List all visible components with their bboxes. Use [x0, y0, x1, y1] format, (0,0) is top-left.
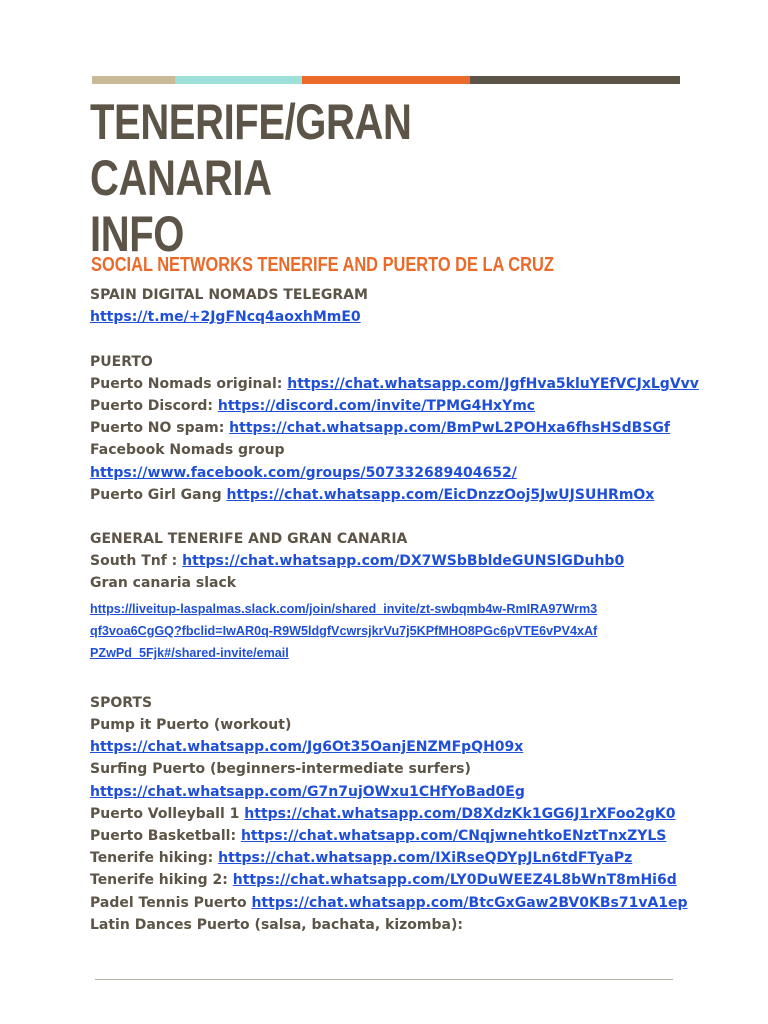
puerto-no-spam-link[interactable]: https://chat.whatsapp.com/BmPwL2POHxa6fhsHSdBSGf — [229, 420, 670, 437]
title-line-1: TENERIFE/GRAN CANARIA — [90, 94, 412, 206]
telegram-label: SPAIN DIGITAL NOMADS TELEGRAM — [90, 287, 368, 303]
item-label: Puerto Discord: — [90, 397, 218, 414]
color-bar-segment-tan — [92, 76, 175, 84]
color-bar-segment-brown — [470, 76, 680, 84]
spacer — [90, 328, 690, 350]
puerto-discord-link[interactable]: https://discord.com/invite/TPMG4HxYmc — [217, 397, 536, 414]
section-heading: SOCIAL NETWORKS TENERIFE AND PUERTO DE LA CRUZ — [91, 254, 554, 276]
telegram-line — [90, 306, 690, 328]
slack-url-line-2: qf3voa6CgGQ?fbclid=IwAR0q-R9W5ldgfVcwrsjkrVu7j5KPfMHO8PGc6pVTE6vPV4xAf — [90, 623, 598, 638]
list-item — [90, 892, 690, 914]
list-item — [90, 395, 690, 417]
surf-line — [90, 781, 690, 803]
padel-tennis-link[interactable]: https://chat.whatsapp.com/BtcGxGaw2BV0KBs71vA1ep — [251, 894, 688, 911]
list-item — [90, 417, 690, 439]
basketball-link[interactable]: https://chat.whatsapp.com/CNqjwnehtkoENztTnxZYLS — [240, 827, 667, 844]
facebook-group-link[interactable]: https://www.facebook.com/groups/507332689404652/ — [90, 464, 517, 481]
list-item — [90, 825, 690, 847]
slack-url-line-1: https://liveitup-laspalmas.slack.com/join/shared_invite/zt-swbqmb4w-RmIRA97Wrm3 — [90, 601, 598, 616]
item-label: Padel Tennis Puerto — [90, 894, 252, 911]
color-bar-segment-teal — [175, 76, 302, 84]
item-label: South Tnf : — [90, 553, 183, 570]
list-item — [90, 847, 690, 869]
pump-it-puerto-link[interactable]: https://chat.whatsapp.com/Jg6Ot35OanjENZMFpQH09x — [90, 739, 524, 756]
list-item — [90, 373, 699, 395]
item-label: Tenerife hiking: — [90, 850, 219, 867]
list-item — [90, 550, 690, 572]
title-line-2: INFO — [90, 206, 184, 262]
item-label: Puerto Nomads original: — [90, 375, 288, 392]
spacer — [90, 670, 690, 692]
list-item — [90, 803, 690, 825]
surf-label: Surfing Puerto (beginners-intermediate surfers) — [90, 761, 471, 778]
item-label: Tenerife hiking 2: — [90, 872, 233, 889]
item-label: Puerto Basketball: — [90, 827, 241, 844]
color-bar-segment-orange — [302, 76, 470, 84]
item-label: Puerto Volleyball 1 — [90, 805, 245, 822]
item-label: Puerto NO spam: — [90, 420, 230, 437]
decorative-color-bar — [92, 76, 680, 84]
facebook-label: Facebook Nomads group — [90, 442, 285, 459]
telegram-link[interactable]: https://t.me/+2JgFNcq4aoxhMmE0 — [90, 309, 361, 326]
sports-header: SPORTS — [90, 694, 153, 711]
tenerife-hiking-link[interactable]: https://chat.whatsapp.com/IXiRseQDYpJLn6tdFTyaPz — [218, 850, 633, 867]
surfing-puerto-link[interactable]: https://chat.whatsapp.com/G7n7ujOWxu1CHfYoBad0Eg — [90, 783, 525, 800]
south-tnf-link[interactable]: https://chat.whatsapp.com/DX7WSbBbldeGUNSlGDuhb0 — [182, 553, 625, 570]
document-body — [90, 284, 699, 936]
footer-divider — [95, 979, 673, 980]
list-item — [90, 869, 690, 891]
slack-url-line-3: PZwPd_5Fjk#/shared-invite/email — [90, 645, 289, 660]
tenerife-hiking-2-link[interactable]: https://chat.whatsapp.com/LY0DuWEEZ4L8bWnT8mHi6d — [232, 872, 677, 889]
page-title — [90, 94, 570, 262]
slack-label: Gran canaria slack — [90, 575, 237, 592]
latin-dances-label: Latin Dances Puerto (salsa, bachata, kizomba): — [90, 916, 463, 933]
volleyball-link[interactable]: https://chat.whatsapp.com/D8XdzKk1GG6J1rXFoo2gK0 — [244, 805, 676, 822]
gran-canaria-slack-link[interactable] — [90, 598, 690, 664]
spacer — [90, 506, 690, 528]
pump-line — [90, 736, 690, 758]
general-header: GENERAL TENERIFE AND GRAN CANARIA — [90, 531, 408, 548]
puerto-nomads-link[interactable]: https://chat.whatsapp.com/JgfHva5kluYEfVCJxLgVvv — [287, 375, 699, 392]
facebook-line — [90, 462, 690, 484]
item-label: Puerto Girl Gang — [90, 486, 227, 503]
girl-gang-link[interactable]: https://chat.whatsapp.com/EicDnzzOoj5JwUJSUHRmOx — [226, 486, 655, 503]
puerto-header: PUERTO — [90, 353, 153, 370]
list-item — [90, 484, 690, 506]
pump-label: Pump it Puerto (workout) — [90, 717, 292, 733]
